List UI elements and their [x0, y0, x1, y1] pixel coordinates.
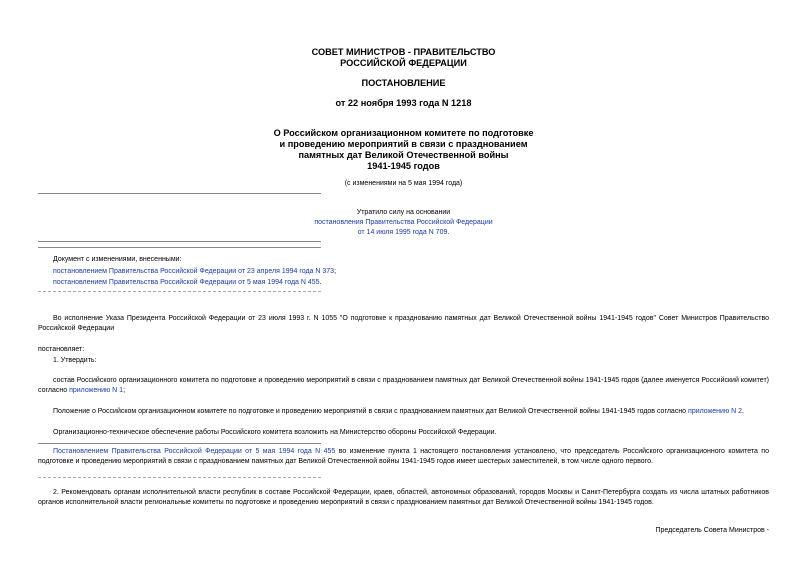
preamble-paragraph: Во исполнение Указа Президента Российской Федерации от 23 июля 1993 г. N 1055 "О подготовке к празднованию памятных дат Великой Отечественной войны 1941-1945 годов" Совет Министров Правительство Российской Федерации [38, 315, 769, 332]
invalidation-link-line2[interactable]: от 14 июля 1995 года N 709 [357, 229, 448, 236]
issuing-authority-line2: РОССИЙСКОЙ ФЕДЕРАЦИИ [340, 58, 467, 68]
divider [38, 443, 321, 444]
amendment-link-455[interactable]: постановлением Правительства Российской Федерации от 5 мая 1994 года N 455 [53, 279, 320, 286]
changes-box [53, 254, 553, 289]
resolves-line: постановляет: [38, 346, 85, 353]
invalidation-link-line1[interactable]: постановления Правительства Российской Федерации [314, 219, 493, 226]
changes-heading: Документ с изменениями, внесенными: [53, 256, 182, 263]
invalidation-line1: Утратило силу на основании [356, 209, 451, 216]
document-type: ПОСТАНОВЛЕНИЕ [361, 78, 446, 88]
document-title-line4: 1941-1945 годов [367, 161, 440, 171]
invalidation-period: . [447, 229, 450, 236]
composition-text: состав Российского организационного комитета по подготовке и проведению мероприятий в связи с празднованием памятных дат Великой Отечественной войны 1941-1945 годов (далее именуется Российский комитет) согласно [38, 377, 769, 394]
divider [38, 291, 321, 292]
document-title [0, 128, 807, 172]
divider [38, 193, 321, 194]
appendix-1-link[interactable]: приложению N 1 [69, 387, 124, 394]
document-date-number: от 22 ноября 1993 года N 1218 [335, 98, 472, 108]
divider [38, 247, 321, 248]
signature-line: Председатель Совета Министров - [655, 527, 769, 534]
appendix-2-link[interactable]: приложению N 2 [688, 408, 743, 415]
item-1: 1. Утвердить: [53, 357, 97, 364]
document-title-line2: и проведению мероприятий в связи с празднованием [279, 139, 528, 149]
regulation-text: Положение о Российском организационном комитете по подготовке и проведению мероприятий в связи с празднованием памятных дат Великой Отечественной войны 1941-1945 годов согласно [53, 408, 689, 415]
regulation-paragraph [53, 407, 769, 417]
composition-paragraph [38, 376, 769, 396]
document-title-line3: памятных дат Великой Отечественной войны [298, 150, 509, 160]
amendments-note: (с изменениями на 5 мая 1994 года) [344, 180, 463, 187]
issuing-authority-line1: СОВЕТ МИНИСТРОВ - ПРАВИТЕЛЬСТВО [311, 47, 496, 57]
support-paragraph: Организационно-техническое обеспечение работы Российского комитета возложить на Министерство обороны Российской Федерации. [53, 429, 497, 436]
amendment-comment-paragraph [38, 447, 769, 467]
invalidation-note [0, 208, 807, 238]
divider [38, 241, 321, 242]
punctuation: . [319, 279, 322, 286]
punctuation: . [742, 408, 744, 415]
item-2-paragraph: 2. Рекомендовать органам исполнительной власти республик в составе Российской Федерации, краев, областей, автономных образований, городов Москвы и Санкт-Петербурга создать из числа штатных работников органов исполнительной власти региональные комитеты по подготовке и проведению мероприятий в связи с празднованием памятных дат Великой Отечественной войны 1941-1945 годов. [38, 489, 769, 506]
document-title-line1: О Российском организационном комитете по подготовке [273, 128, 534, 138]
issuing-authority [0, 47, 807, 69]
punctuation: ; [123, 387, 126, 394]
amendment-comment-text: во изменение пункта 1 настоящего постановления установлено, что председатель Российского организационного комитета по подготовке и проведению мероприятий в связи с празднованием памятных дат Великой Отечественной войны 1941-1945 годов имеет шестерых заместителей, в том числе одного первого. [38, 448, 769, 465]
amendment-link-455-comment[interactable]: Постановлением Правительства Российской Федерации от 5 мая 1994 года N 455 [53, 448, 336, 455]
amendment-link-373[interactable]: постановлением Правительства Российской Федерации от 23 апреля 1994 года N 373 [53, 267, 335, 275]
divider [38, 477, 321, 478]
punctuation: ; [334, 267, 337, 275]
